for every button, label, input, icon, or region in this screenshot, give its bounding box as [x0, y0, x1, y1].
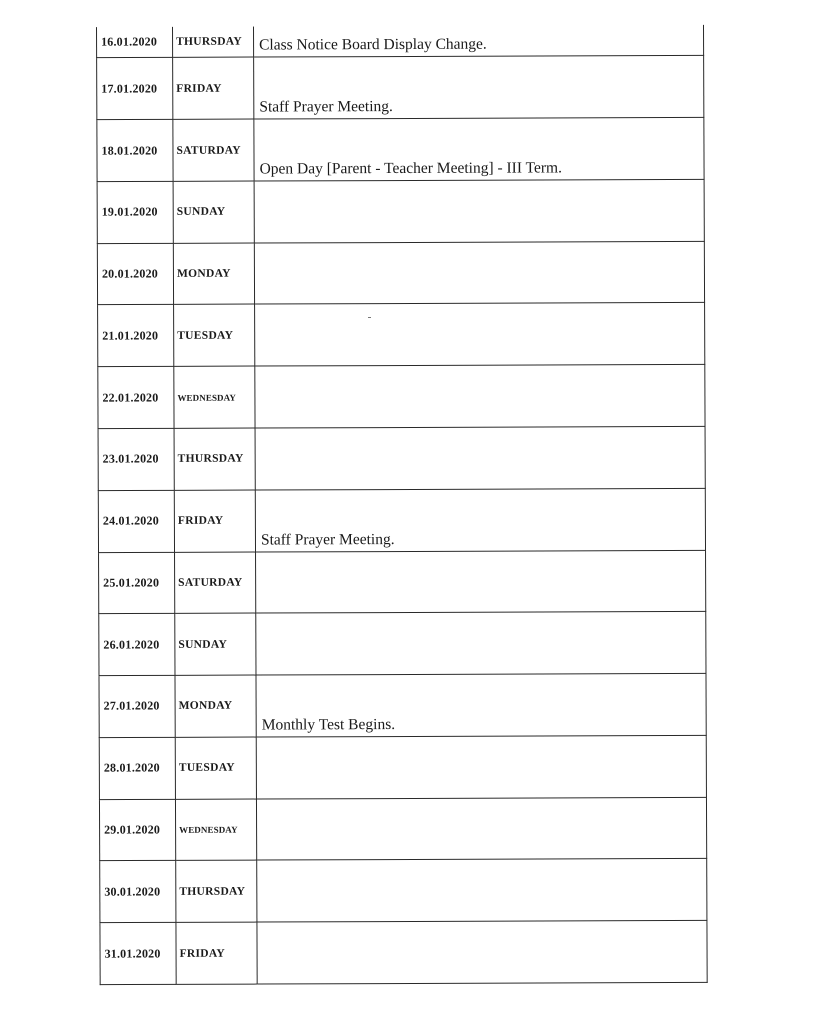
day-text: FRIDAY: [179, 947, 226, 960]
date-text: 19.01.2020: [101, 204, 158, 219]
day-text: WEDNESDAY: [177, 392, 237, 403]
table-row: [97, 56, 704, 120]
event-cell: [257, 920, 707, 984]
date-text: 16.01.2020: [101, 34, 158, 49]
day-text: FRIDAY: [177, 514, 224, 527]
date-cell: [97, 181, 173, 243]
table-row: [98, 426, 705, 490]
event-cell: [256, 735, 706, 798]
date-cell: [100, 922, 176, 984]
table-row: [99, 550, 706, 614]
event-cell: [255, 303, 705, 366]
day-cell: [173, 243, 254, 305]
event-cell: [255, 488, 705, 551]
day-cell: [175, 737, 256, 799]
event-cell: [254, 241, 704, 304]
day-cell: [175, 613, 256, 675]
event-text: Staff Prayer Meeting.: [259, 98, 393, 116]
date-cell: [100, 861, 176, 923]
table-row: [98, 303, 705, 367]
date-cell: [98, 490, 174, 552]
date-cell: [99, 614, 175, 676]
date-text: 26.01.2020: [103, 637, 160, 652]
date-cell: [99, 552, 175, 614]
day-text: MONDAY: [178, 700, 233, 713]
table-row: [98, 365, 705, 429]
date-cell: [97, 58, 173, 120]
event-cell: [256, 797, 706, 860]
table-row: [97, 25, 704, 58]
schedule-table: [96, 25, 708, 985]
event-cell: [257, 859, 707, 922]
date-text: 24.01.2020: [102, 513, 159, 528]
table-row: [99, 673, 706, 737]
date-text: 31.01.2020: [104, 945, 161, 961]
day-cell: [173, 119, 254, 181]
day-cell: [176, 922, 257, 984]
day-cell: [173, 27, 254, 58]
event-cell: [255, 365, 705, 428]
event-text: Open Day [Parent - Teacher Meeting] - III Term.: [259, 159, 562, 178]
day-text: SATURDAY: [176, 144, 241, 157]
table-row: [99, 735, 706, 799]
table-row: [97, 241, 704, 305]
event-cell: [254, 25, 704, 58]
table-row: [99, 612, 706, 676]
date-text: 29.01.2020: [104, 822, 161, 837]
event-cell: [255, 426, 705, 489]
date-cell: [98, 367, 174, 429]
date-text: 17.01.2020: [101, 81, 158, 96]
table-row: [97, 179, 704, 243]
event-cell: [254, 56, 704, 119]
table-row: [98, 488, 705, 552]
event-cell: [256, 673, 706, 736]
day-cell: [174, 304, 255, 366]
date-cell: [97, 120, 173, 182]
date-text: 20.01.2020: [101, 266, 158, 281]
day-cell: [176, 860, 257, 922]
date-text: 18.01.2020: [101, 142, 158, 158]
event-cell: [254, 179, 704, 242]
day-cell: [175, 675, 256, 737]
day-text: THURSDAY: [177, 452, 244, 466]
date-text: 22.01.2020: [102, 390, 159, 405]
event-cell: [254, 117, 704, 180]
day-text: SUNDAY: [176, 205, 226, 219]
day-text: FRIDAY: [176, 82, 222, 95]
date-text: 30.01.2020: [104, 884, 161, 899]
date-cell: [98, 428, 174, 490]
event-text: Class Notice Board Display Change.: [259, 36, 487, 54]
date-cell: [99, 799, 175, 861]
event-text: Staff Prayer Meeting.: [260, 530, 395, 549]
date-cell: [99, 737, 175, 799]
day-text: SATURDAY: [178, 576, 243, 589]
table-row: [100, 859, 707, 923]
day-text: TUESDAY: [178, 761, 235, 775]
date-text: 27.01.2020: [103, 698, 160, 714]
day-cell: [175, 799, 256, 861]
date-cell: [99, 675, 175, 737]
day-cell: [173, 181, 254, 243]
date-cell: [97, 27, 173, 58]
day-text: WEDNESDAY: [179, 824, 238, 835]
date-text: 25.01.2020: [103, 575, 160, 590]
table-row: [99, 797, 706, 861]
day-cell: [174, 366, 255, 428]
schedule-sheet: [96, 25, 708, 985]
day-text: SUNDAY: [178, 638, 228, 651]
date-cell: [98, 305, 174, 367]
day-text: THURSDAY: [179, 885, 246, 898]
day-cell: [175, 552, 256, 614]
event-cell: [256, 550, 706, 613]
date-cell: [97, 243, 173, 305]
date-text: 28.01.2020: [103, 760, 160, 775]
date-text: 23.01.2020: [102, 451, 159, 466]
scan-speck: [368, 317, 371, 318]
table-row: [100, 920, 707, 984]
day-text: TUESDAY: [177, 329, 234, 342]
event-cell: [256, 612, 706, 675]
date-text: 21.01.2020: [102, 328, 159, 343]
day-text: MONDAY: [176, 267, 231, 280]
event-text: Monthly Test Begins.: [261, 715, 396, 734]
day-cell: [173, 57, 254, 119]
day-cell: [174, 428, 255, 490]
table-row: [97, 117, 704, 181]
day-cell: [174, 490, 255, 552]
day-text: THURSDAY: [176, 35, 242, 49]
